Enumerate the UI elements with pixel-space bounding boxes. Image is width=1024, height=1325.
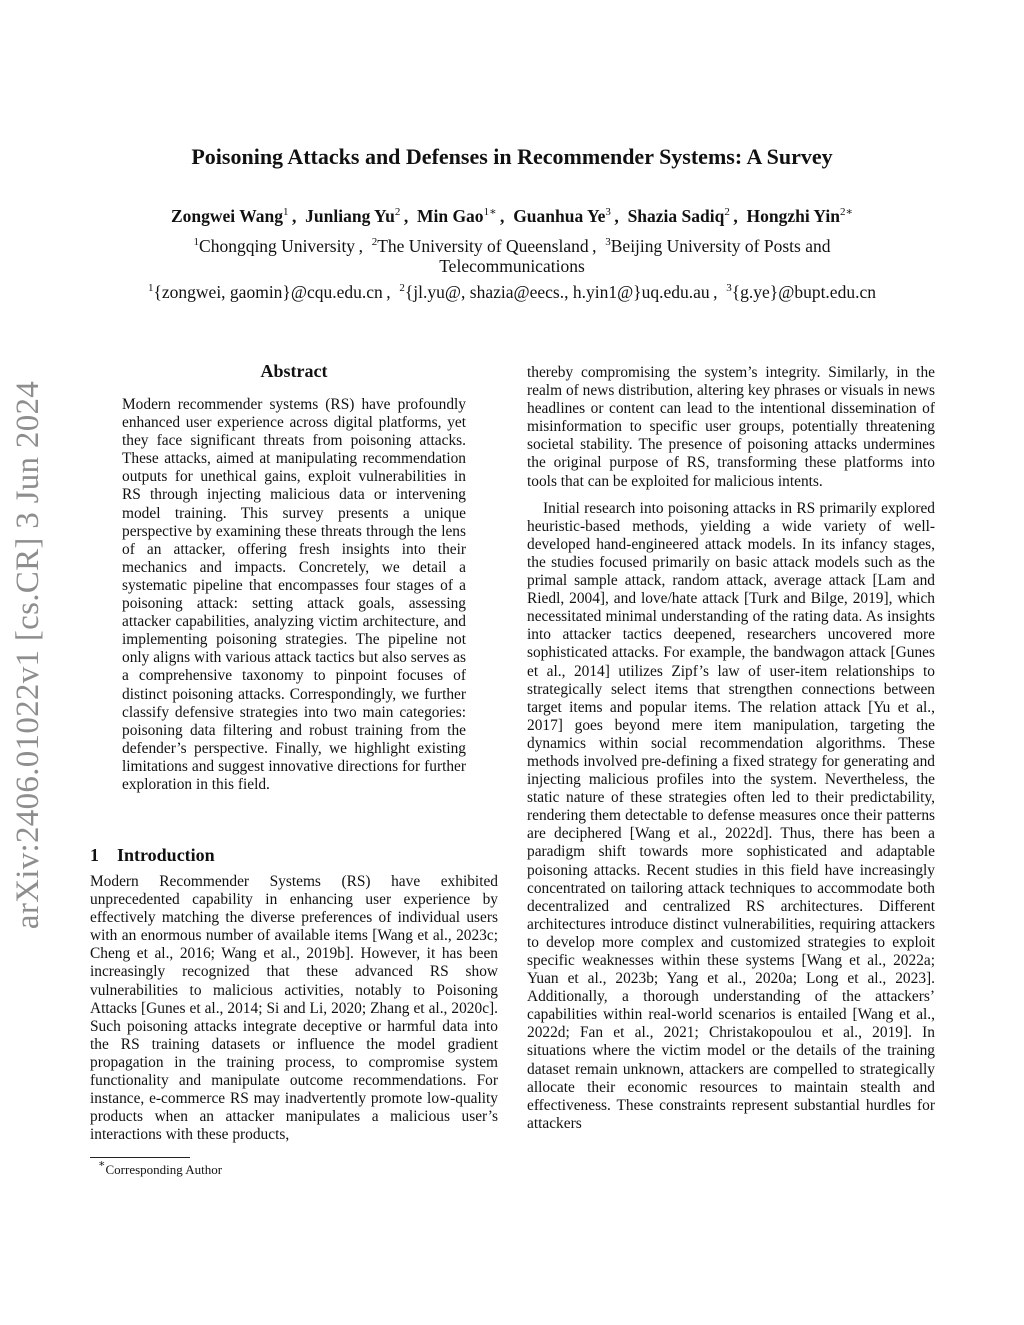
affiliation-continuation: Telecommunications xyxy=(439,256,585,276)
author xyxy=(513,206,611,226)
author-emails: $^1${zongwei, gaomin}@cqu.edu.cn , $^2${jl.yu@, shazia@eecs., h.yin1@}uq.edu.au , $^3${g.ye}@bupt.edu.cn xyxy=(148,282,876,302)
right-column-text xyxy=(527,364,935,1133)
author-affiliation-marker: 3 xyxy=(605,206,611,218)
author-name: Zongwei Wang xyxy=(171,206,283,226)
author xyxy=(171,206,289,226)
author-affiliation-marker: 1 xyxy=(283,206,289,218)
introduction-text xyxy=(90,873,498,1144)
paper-title: Poisoning Attacks and Defenses in Recommender Systems: A Survey xyxy=(191,144,833,169)
author-name: Hongzhi Yin xyxy=(746,206,840,226)
author-affiliation-marker: 2 xyxy=(394,206,401,218)
email-cqu: {zongwei, gaomin}@cqu.edu.cn xyxy=(153,282,383,302)
right-paragraph-1: thereby compromising the system’s integrity. Similarly, in the realm of news distribution, altering key phrases or visuals in news headlines or content can lead to the intentional dissemination of misinformation to specific user groups, potentially threatening societal stability. The presence of poisoning attacks undermines the original purpose of RS, transforming these platforms into tools that can be exploited for malicious intents. xyxy=(527,364,935,490)
abstract-heading: Abstract xyxy=(260,361,328,381)
author-affiliation-marker: 2∗ xyxy=(840,206,853,218)
footnote-text: Corresponding Author xyxy=(105,1162,223,1177)
arxiv-identifier-stamp: arXiv:2406.01022v1 [cs.CR] 3 Jun 2024 xyxy=(10,380,46,930)
footnote-marker: ∗ xyxy=(98,1158,106,1170)
author-affiliation-marker: 2 xyxy=(724,206,730,218)
section-title: Introduction xyxy=(117,845,215,865)
section-number: 1 xyxy=(90,845,99,865)
author-name: Guanhua Ye xyxy=(513,206,606,226)
affiliation-bupt: Beijing University of Posts and xyxy=(610,236,831,256)
email-uq: {jl.yu@, shazia@eecs., h.yin1@}uq.edu.au xyxy=(404,282,710,302)
author-affiliation-marker: 1∗ xyxy=(483,206,497,218)
author xyxy=(417,206,497,226)
affiliation-marker: 2 xyxy=(371,236,378,248)
author-name: Shazia Sadiq xyxy=(627,206,725,226)
abstract-text xyxy=(122,396,466,794)
email-marker: 2 xyxy=(399,282,405,294)
affiliation-marker: 1 xyxy=(193,236,200,248)
intro-paragraph: Modern Recommender Systems (RS) have exhibited unprecedented capability in enhancing user experience by effectively matching the diverse preferences of individual users with an enormous number of available items [Wang et al., 2023c; Cheng et al., 2016; Wang et al., 2019b]. However, it has been increasingly recognized that these advanced RS show vulnerabilities to malicious activities, notably to Poisoning Attacks [Gunes et al., 2014; Si and Li, 2020; Zhang et al., 2020c]. Such poisoning attacks integrate deceptive or harmful data into the RS training datasets or influence the model gradient propagation in the training process, to compromise system functionality and manipulate outcome recommendations. For instance, e-commerce RS may inadvertently promote low-quality products when an attacker manipulates a malicious user’s interactions with these products, xyxy=(90,873,498,1144)
affiliation-chongqing: Chongqing University xyxy=(199,236,356,256)
affiliations: $^1$Chongqing University , $^2$The University of Queensland , $^3$Beijing University of Posts and xyxy=(193,236,831,256)
email-marker: 3 xyxy=(726,282,732,294)
author xyxy=(305,206,400,226)
author xyxy=(628,206,730,226)
author-list: Zongwei Wang$^1$ , Junliang Yu$^2$ , Min Gao$^{1∗}$ , Guanhua Ye$^3$ , Shazia Sadiq$^2$ , Hongzhi Yin$^{2∗}$ xyxy=(171,206,853,226)
right-paragraph-2: Initial research into poisoning attacks in RS primarily explored heuristic-based methods, yielding a wide variety of well-developed hand-engineered attack models. In its infancy stages, the studies focused primarily on basic attack models such as the primal sample attack, random attack, average attack [Lam and Riedl, 2004], and love/hate attack [Turk and Bilge, 2019], which necessitated minimal understanding of the rating data. As insights into attacker tactics deepened, researchers uncovered more sophisticated attacks. For example, the bandwagon attack [Gunes et al., 2014] utilizes Zipf’s law of user-item relationships to strategically select items that strengthen connections between target items and popular items. The relation attack [Yu et al., 2017] goes beyond mere item manipulation, targeting the dynamics within social recommendation algorithms. These methods involved pre-defining a fixed strategy for generating and injecting malicious profiles into the system. Nevertheless, the static nature of these strategies often led to their predictability, rendering them detectable to defense measures once their patterns are deciphered [Wang et al., 2022d]. Thus, there has been a paradigm shift towards more sophisticated and adaptable poisoning attacks. Recent studies in this field have increasingly concentrated on tailoring attack techniques to accommodate both decentralized and centralized RS architectures. Different architectures introduce distinct vulnerabilities, requiring attackers to develop more complex and customized strategies to exploit specific weaknesses within these systems [Wang et al., 2022a; Yuan et al., 2023b; Yang et al., 2020a; Long et al., 2023]. Additionally, a thorough understanding of the attackers’ capabilities within real-world scenarios is entailed [Wang et al., 2022d; Fan et al., 2021; Christakopoulou et al., 2019]. In situations where the victim model or the details of the training dataset remain unknown, attackers are compelled to strategically allocate their economic resources to maintain stealth and effectiveness. These constraints represent substantial hurdles for attackers xyxy=(527,499,935,1132)
author-name: Junliang Yu xyxy=(305,206,395,226)
affiliation-queensland: The University of Queensland xyxy=(377,236,589,256)
author-name: Min Gao xyxy=(416,206,484,226)
footnote xyxy=(98,1158,223,1178)
section-heading-introduction xyxy=(90,845,215,866)
affiliation-marker: 3 xyxy=(605,236,611,248)
email-marker: 1 xyxy=(148,282,154,294)
abstract-paragraph: Modern recommender systems (RS) have profoundly enhanced user experience across digital platforms, yet they face significant threats from poisoning attacks. These attacks, aimed at manipulating recommendation outputs for unethical gains, exploit vulnerabilities in RS through injecting malicious data or intervening model training. This survey presents a unique perspective by examining these threats through the lens of an attacker, offering fresh insights into their mechanics and impacts. Concretely, we detail a systematic pipeline that encompasses four stages of a poisoning attack: setting attack goals, assessing attacker capabilities, analyzing victim architecture, and implementing poisoning strategies. The pipeline not only aligns with various attack tactics but also serves as a comprehensive taxonomy to pinpoint focuses of distinct poisoning attacks. Correspondingly, we further classify defensive strategies into two main categories: poisoning data filtering and robust training from the defender’s perspective. Finally, we highlight existing limitations and suggest innovative directions for further exploration in this field. xyxy=(122,396,466,793)
email-bupt: {g.ye}@bupt.edu.cn xyxy=(731,282,876,302)
author xyxy=(746,206,853,226)
